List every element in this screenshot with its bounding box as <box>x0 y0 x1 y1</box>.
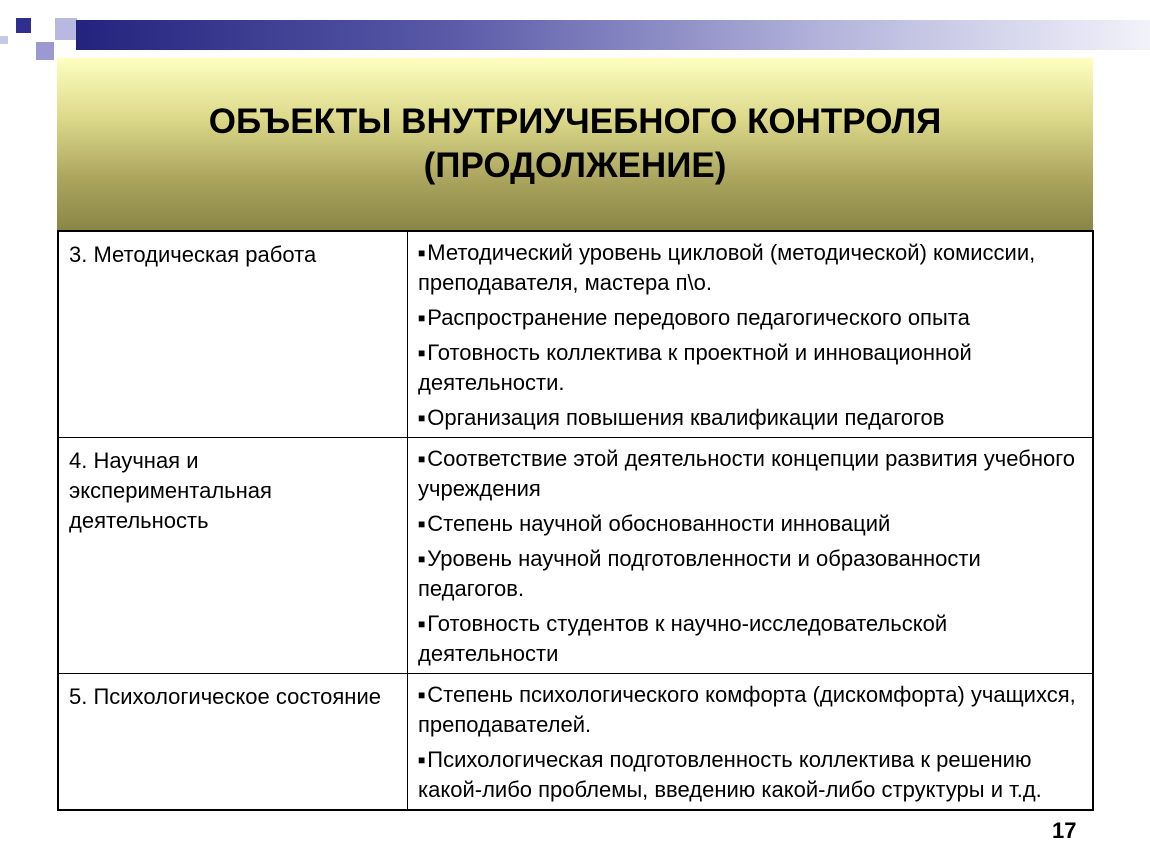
bullet-icon: ■ <box>418 617 426 631</box>
decor-square <box>36 42 54 60</box>
page-number: 17 <box>1052 818 1077 843</box>
item-text: Готовность студентов к научно-исследовательской деятельности <box>418 611 948 666</box>
table-row <box>58 674 1093 811</box>
list-item <box>418 680 1082 740</box>
item-text: Методический уровень цикловой (методической) комиссии, преподавателя, мастера п\о. <box>418 240 1036 295</box>
bullet-icon: ■ <box>418 688 426 702</box>
bullet-icon: ■ <box>418 552 426 566</box>
items-cell <box>408 674 1094 811</box>
slide-title-line1: ОБЪЕКТЫ ВНУТРИУЧЕБНОГО КОНТРОЛЯ <box>208 102 942 141</box>
item-text: Психологическая подготовленность коллектива к решению какой-либо проблемы, введению какой-либо структуры и т.д. <box>418 747 1042 802</box>
list-item <box>418 745 1082 805</box>
items-cell <box>408 231 1094 438</box>
items-cell <box>408 438 1094 674</box>
item-text: Соответствие этой деятельности концепции развития учебного учреждения <box>418 446 1076 501</box>
category-cell: 4. Научная и экспериментальная деятельность <box>58 438 408 674</box>
objects-table <box>57 230 1094 811</box>
category-cell: 3. Методическая работа <box>58 231 408 438</box>
decor-gradient-bar <box>76 20 1150 50</box>
bullet-icon: ■ <box>418 246 426 260</box>
list-item <box>418 544 1082 604</box>
bullet-icon: ■ <box>418 411 426 425</box>
table-row <box>58 438 1093 674</box>
item-text: Готовность коллектива к проектной и инновационной деятельности. <box>418 340 972 395</box>
item-text: Уровень научной подготовленности и образованности педагогов. <box>418 546 981 601</box>
list-item <box>418 338 1082 398</box>
list-item <box>418 238 1082 298</box>
table-row <box>58 231 1093 438</box>
decor-square <box>16 18 31 33</box>
list-item <box>418 509 1082 539</box>
list-item <box>418 609 1082 669</box>
list-item <box>418 444 1082 504</box>
bullet-icon: ■ <box>418 311 426 325</box>
decor-square <box>0 36 8 44</box>
item-text: Распространение передового педагогического опыта <box>427 305 970 330</box>
bullet-icon: ■ <box>418 517 426 531</box>
bullet-icon: ■ <box>418 753 426 767</box>
item-text: Степень психологического комфорта (дискомфорта) учащихся, преподавателей. <box>418 682 1076 737</box>
category-cell: 5. Психологическое состояние <box>58 674 408 811</box>
item-text: Организация повышения квалификации педагогов <box>427 405 945 430</box>
bullet-icon: ■ <box>418 452 426 466</box>
bullet-icon: ■ <box>418 346 426 360</box>
decor-square <box>55 18 77 40</box>
slide-title-line2: (ПРОДОЛЖЕНИЕ) <box>423 146 727 185</box>
list-item <box>418 403 1082 433</box>
item-text: Степень научной обоснованности инноваций <box>427 511 891 536</box>
list-item <box>418 303 1082 333</box>
title-band <box>57 58 1093 230</box>
